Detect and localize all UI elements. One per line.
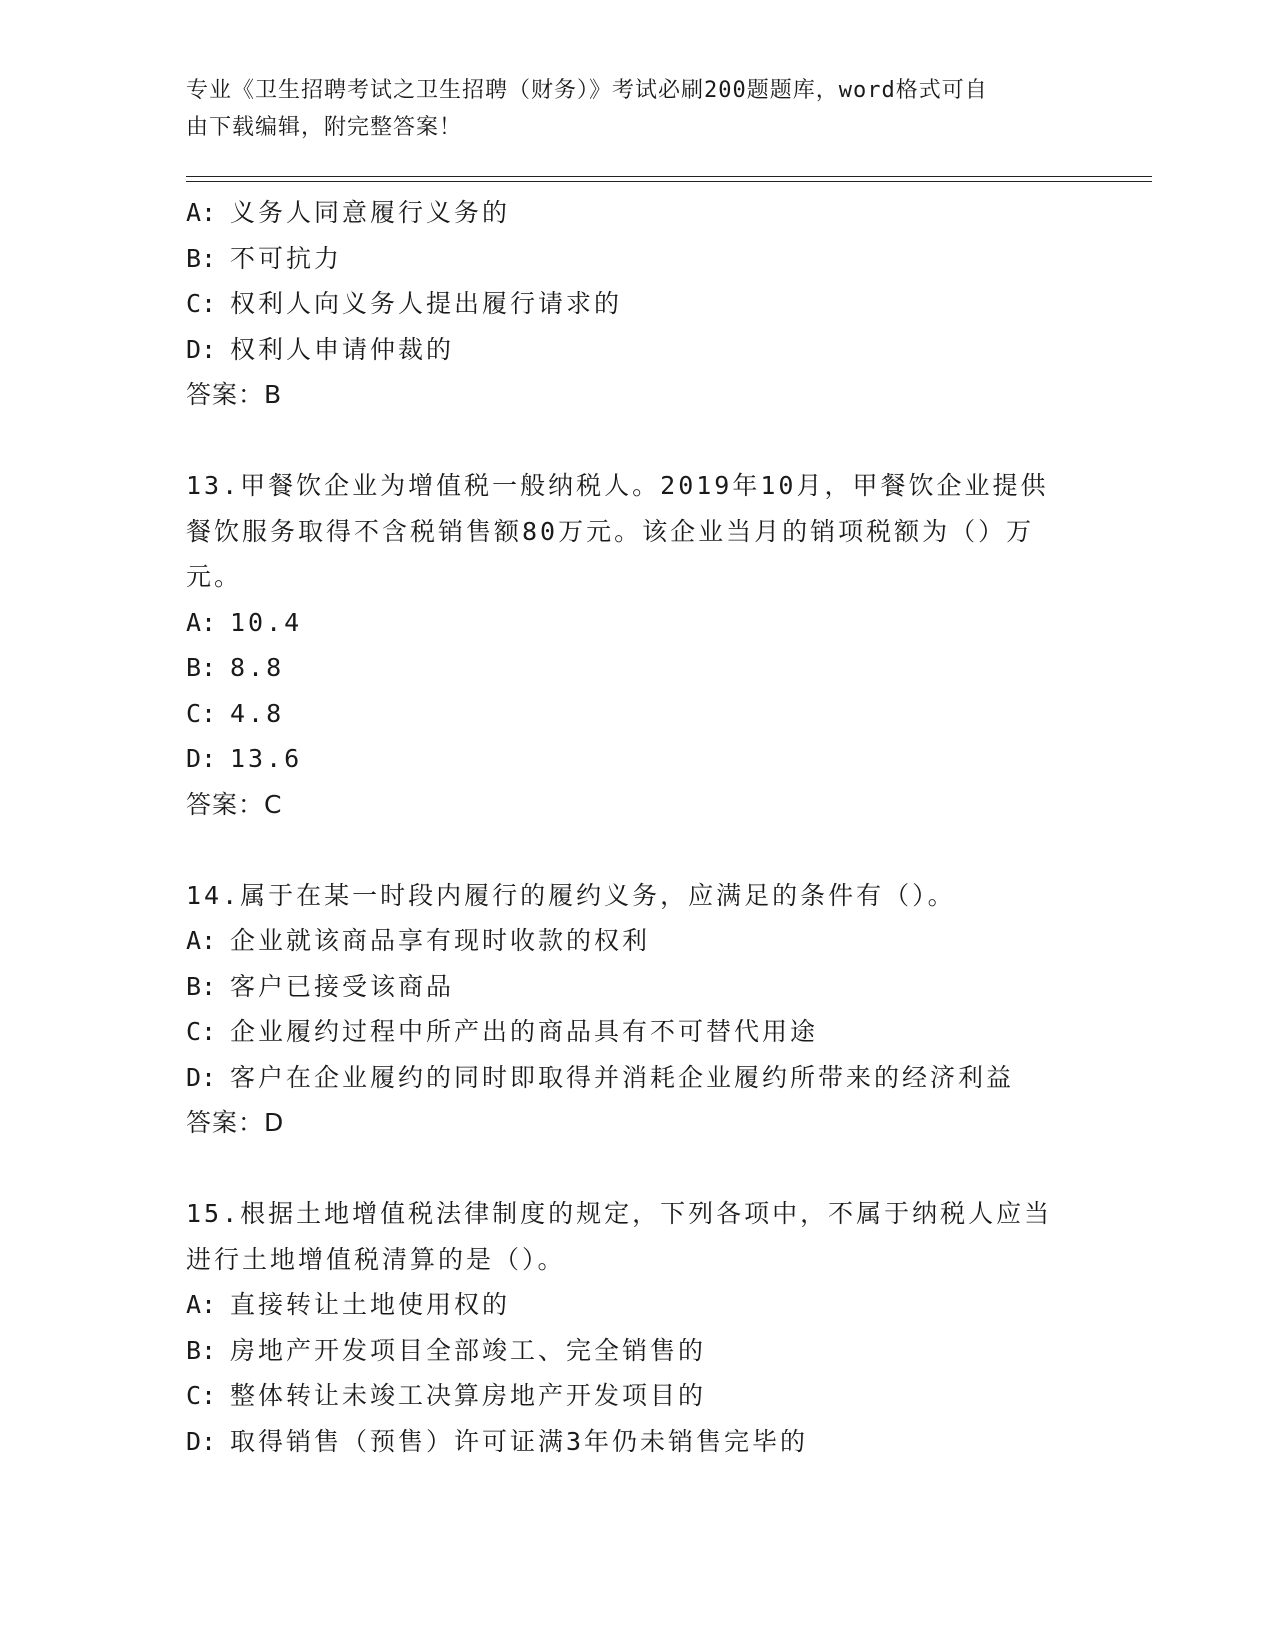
spacer <box>186 827 1086 873</box>
option-label: D: <box>186 1426 217 1456</box>
option-label: D: <box>186 334 217 364</box>
question-stem-line: 餐饮服务取得不含税销售额80万元。该企业当月的销项税额为（）万 <box>186 516 1035 546</box>
spacer <box>186 418 1086 464</box>
option-b <box>186 964 1086 1010</box>
option-text: 取得销售（预售）许可证满3年仍未销售完毕的 <box>230 1426 809 1456</box>
header-line-1: 专业《卫生招聘考试之卫生招聘（财务）》考试必刷200题题库，word格式可自 <box>186 78 988 103</box>
answer: 答案：C <box>186 789 283 819</box>
option-a <box>186 600 1086 646</box>
option-label: A: <box>186 1290 217 1319</box>
option-text: 客户在企业履约的同时即取得并消耗企业履约所带来的经济利益 <box>230 1062 1015 1092</box>
header-divider-top <box>186 176 1152 177</box>
option-label: B: <box>186 243 217 273</box>
option-text: 10.4 <box>230 607 303 637</box>
option-a <box>186 190 1086 236</box>
header-line-2: 由下载编辑，附完整答案！ <box>186 115 463 140</box>
question-stem-line: 元。 <box>186 562 243 591</box>
option-d <box>186 736 1086 782</box>
option-d <box>186 327 1086 373</box>
question-stem-line: 15.根据土地增值税法律制度的规定，下列各项中，不属于纳税人应当 <box>186 1199 1053 1228</box>
option-label: A: <box>186 607 217 637</box>
option-text: 房地产开发项目全部竣工、完全销售的 <box>230 1335 707 1365</box>
answer: 答案：D <box>186 1108 285 1137</box>
option-label: D: <box>186 744 217 773</box>
option-b <box>186 645 1086 691</box>
option-c <box>186 281 1086 327</box>
option-label: A: <box>186 198 217 227</box>
question-12 <box>186 190 1086 418</box>
option-label: C: <box>186 1381 217 1410</box>
question-stem-line: 13.甲餐饮企业为增值税一般纳税人。2019年10月，甲餐饮企业提供 <box>186 471 1049 500</box>
option-text: 权利人申请仲裁的 <box>230 334 455 364</box>
option-label: D: <box>186 1062 217 1092</box>
option-text: 权利人向义务人提出履行请求的 <box>230 289 623 318</box>
option-text: 4.8 <box>230 698 285 728</box>
header-divider-bottom <box>186 181 1152 182</box>
option-c <box>186 691 1086 737</box>
option-label: B: <box>186 653 217 682</box>
question-14 <box>186 873 1086 1146</box>
option-b <box>186 1328 1086 1374</box>
question-stem-line: 14.属于在某一时段内履行的履约义务，应满足的条件有（）。 <box>186 880 956 910</box>
question-15 <box>186 1191 1086 1464</box>
option-text: 不可抗力 <box>230 243 343 273</box>
question-stem-line: 进行土地增值税清算的是（）。 <box>186 1244 566 1274</box>
option-label: A: <box>186 926 217 955</box>
option-a <box>186 918 1086 964</box>
option-label: B: <box>186 971 217 1001</box>
option-text: 企业履约过程中所产出的商品具有不可替代用途 <box>230 1017 819 1046</box>
option-c <box>186 1373 1086 1419</box>
option-a <box>186 1282 1086 1328</box>
option-text: 直接转让土地使用权的 <box>230 1290 511 1319</box>
option-label: C: <box>186 289 217 318</box>
option-c <box>186 1009 1086 1055</box>
option-text: 企业就该商品享有现时收款的权利 <box>230 926 651 955</box>
option-d <box>186 1055 1086 1101</box>
document-header <box>186 72 1066 146</box>
spacer <box>186 1146 1086 1192</box>
option-text: 8.8 <box>230 653 285 682</box>
option-label: B: <box>186 1335 217 1365</box>
option-text: 整体转让未竣工决算房地产开发项目的 <box>230 1381 707 1410</box>
option-b <box>186 236 1086 282</box>
question-13 <box>186 463 1086 827</box>
option-text: 13.6 <box>230 744 303 773</box>
option-label: C: <box>186 698 217 728</box>
option-text: 义务人同意履行义务的 <box>230 198 511 227</box>
option-text: 客户已接受该商品 <box>230 971 455 1001</box>
option-d <box>186 1419 1086 1465</box>
question-content <box>186 190 1086 1464</box>
answer: 答案：B <box>186 380 283 409</box>
option-label: C: <box>186 1017 217 1046</box>
